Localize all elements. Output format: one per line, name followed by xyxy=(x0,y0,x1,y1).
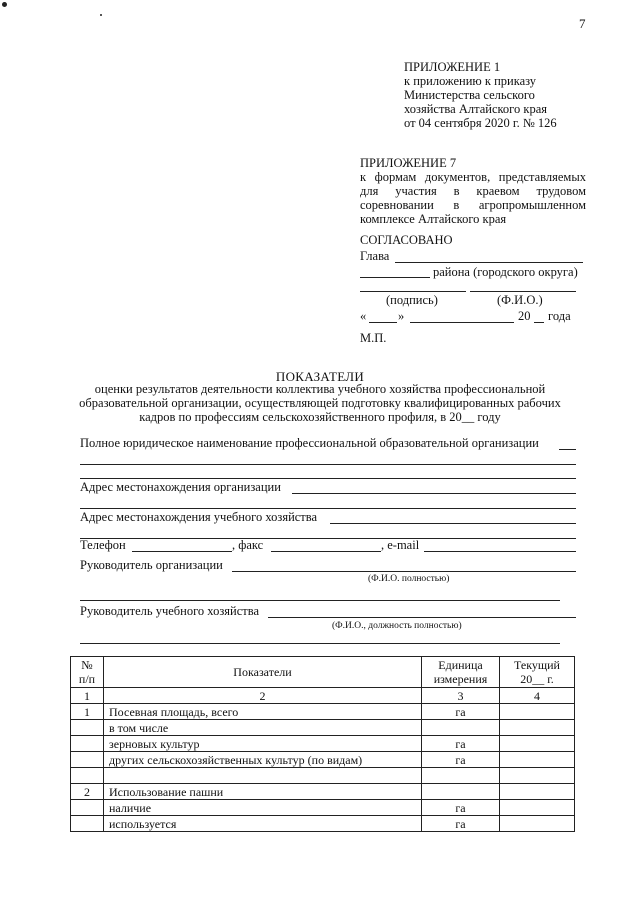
fax-label: , факс xyxy=(232,538,264,552)
header-num: № п/п xyxy=(71,657,104,688)
table-row xyxy=(71,752,575,768)
row-value-cell[interactable] xyxy=(500,720,575,736)
approval-head-label: Глава xyxy=(360,249,390,263)
subtitle-line: образовательной организации, осуществляющей подготовку квалифицированных рабочих xyxy=(79,396,561,410)
row-unit xyxy=(422,784,500,800)
col-number: 1 xyxy=(71,688,104,704)
row-value-cell[interactable] xyxy=(500,816,575,832)
document-subtitle xyxy=(60,382,580,424)
appendix-1-line: хозяйства Алтайского края xyxy=(404,102,547,116)
phone-label: Телефон xyxy=(80,538,126,552)
row-unit: га xyxy=(422,736,500,752)
table-numbering-row xyxy=(71,688,575,704)
header-indicators: Показатели xyxy=(104,657,422,688)
row-num xyxy=(71,752,104,768)
org-address-field[interactable] xyxy=(292,493,576,494)
stamp-label: М.П. xyxy=(360,331,387,345)
date-year-suffix: года xyxy=(548,309,571,323)
farm-head-label: Руководитель учебного хозяйства xyxy=(80,604,259,618)
appendix-1-title: ПРИЛОЖЕНИЕ 1 xyxy=(404,60,501,74)
approval-fio-hint: (Ф.И.О.) xyxy=(497,293,543,307)
farm-head-field-line2[interactable] xyxy=(80,643,560,644)
appendix-7 xyxy=(360,156,586,226)
org-address-field-line2[interactable] xyxy=(80,508,576,509)
row-unit: га xyxy=(422,704,500,720)
appendix-1-line: Министерства сельского xyxy=(404,88,535,102)
farm-head-hint: (Ф.И.О., должность полностью) xyxy=(332,621,462,631)
approval-title: СОГЛАСОВАНО xyxy=(360,233,453,247)
table-row xyxy=(71,816,575,832)
row-value-cell[interactable] xyxy=(500,800,575,816)
indicators-table xyxy=(70,656,575,832)
subtitle-line: кадров по профессиям сельскохозяйственного профиля, в 20__ году xyxy=(139,410,501,424)
phone-field[interactable] xyxy=(132,551,232,552)
row-value-cell[interactable] xyxy=(500,752,575,768)
org-head-field-line2[interactable] xyxy=(80,600,560,601)
date-day-line xyxy=(369,322,397,323)
row-num: 1 xyxy=(71,704,104,720)
fax-field[interactable] xyxy=(271,551,381,552)
row-unit xyxy=(422,720,500,736)
row-unit: га xyxy=(422,816,500,832)
col-number: 3 xyxy=(422,688,500,704)
date-month-line xyxy=(410,322,514,323)
row-num xyxy=(71,800,104,816)
scan-speck xyxy=(2,2,7,7)
table-row xyxy=(71,768,575,784)
header-unit: Единица измерения xyxy=(422,657,500,688)
page-number: 7 xyxy=(579,16,586,31)
document-title: ПОКАЗАТЕЛИ xyxy=(275,369,365,384)
row-num xyxy=(71,816,104,832)
farm-address-field[interactable] xyxy=(330,523,576,524)
header-current: Текущий 20__ г. xyxy=(500,657,575,688)
row-name: используется xyxy=(104,816,422,832)
org-address-label: Адрес местонахождения организации xyxy=(80,480,281,494)
row-unit: га xyxy=(422,752,500,768)
row-value-cell[interactable] xyxy=(500,736,575,752)
subtitle-line: оценки результатов деятельности коллектива учебного хозяйства профессиональной xyxy=(94,382,546,396)
farm-head-field[interactable] xyxy=(268,617,576,618)
fio-line xyxy=(470,291,576,292)
row-name: в том числе xyxy=(104,720,422,736)
org-head-label: Руководитель организации xyxy=(80,558,223,572)
col-number: 2 xyxy=(104,688,422,704)
date-open-quote: « xyxy=(360,309,367,323)
org-name-field-line3[interactable] xyxy=(80,478,576,479)
row-unit: га xyxy=(422,800,500,816)
org-head-hint: (Ф.И.О. полностью) xyxy=(368,574,450,584)
appendix-1-line: к приложению к приказу xyxy=(404,74,537,88)
row-unit xyxy=(422,768,500,784)
table-row xyxy=(71,800,575,816)
table-header-row xyxy=(71,657,575,688)
row-num xyxy=(71,720,104,736)
approval-signature-hint: (подпись) xyxy=(386,293,438,307)
org-name-label: Полное юридическое наименование профессиональной образовательной организации xyxy=(80,436,539,450)
org-name-field-line2[interactable] xyxy=(80,464,576,465)
row-num xyxy=(71,736,104,752)
row-name: Посевная площадь, всего xyxy=(104,704,422,720)
appendix-1 xyxy=(404,60,557,130)
table-row xyxy=(71,736,575,752)
row-name: зерновых культур xyxy=(104,736,422,752)
row-name xyxy=(104,768,422,784)
email-field[interactable] xyxy=(424,551,576,552)
scan-speck xyxy=(100,14,102,16)
org-name-field[interactable] xyxy=(559,449,576,450)
farm-address-field-line2[interactable] xyxy=(80,538,576,539)
table-row xyxy=(71,720,575,736)
row-name: других сельскохозяйственных культур (по видам) xyxy=(104,752,422,768)
row-value-cell[interactable] xyxy=(500,768,575,784)
approval-district: района (городского округа) xyxy=(433,265,578,279)
farm-address-label: Адрес местонахождения учебного хозяйства xyxy=(80,510,318,524)
date-year-prefix: 20 xyxy=(518,309,531,323)
row-value-cell[interactable] xyxy=(500,784,575,800)
signature-line xyxy=(360,291,466,292)
org-head-field[interactable] xyxy=(232,571,576,572)
row-name: Использование пашни xyxy=(104,784,422,800)
row-name: наличие xyxy=(104,800,422,816)
head-line xyxy=(395,262,583,263)
date-close-quote: » xyxy=(398,309,405,323)
row-num: 2 xyxy=(71,784,104,800)
appendix-1-line: от 04 сентября 2020 г. № 126 xyxy=(404,116,557,130)
row-num xyxy=(71,768,104,784)
appendix-7-text: к формам документов, представляемых для участия в краевом трудовом соревновании в агропромышленном комплексе Алтайского края xyxy=(360,170,586,226)
date-year-line xyxy=(534,322,544,323)
table-row xyxy=(71,784,575,800)
appendix-7-title: ПРИЛОЖЕНИЕ 7 xyxy=(360,156,457,170)
col-number: 4 xyxy=(500,688,575,704)
district-line xyxy=(360,277,430,278)
email-label: , e-mail xyxy=(381,538,420,552)
row-value-cell[interactable] xyxy=(500,704,575,720)
table-row xyxy=(71,704,575,720)
